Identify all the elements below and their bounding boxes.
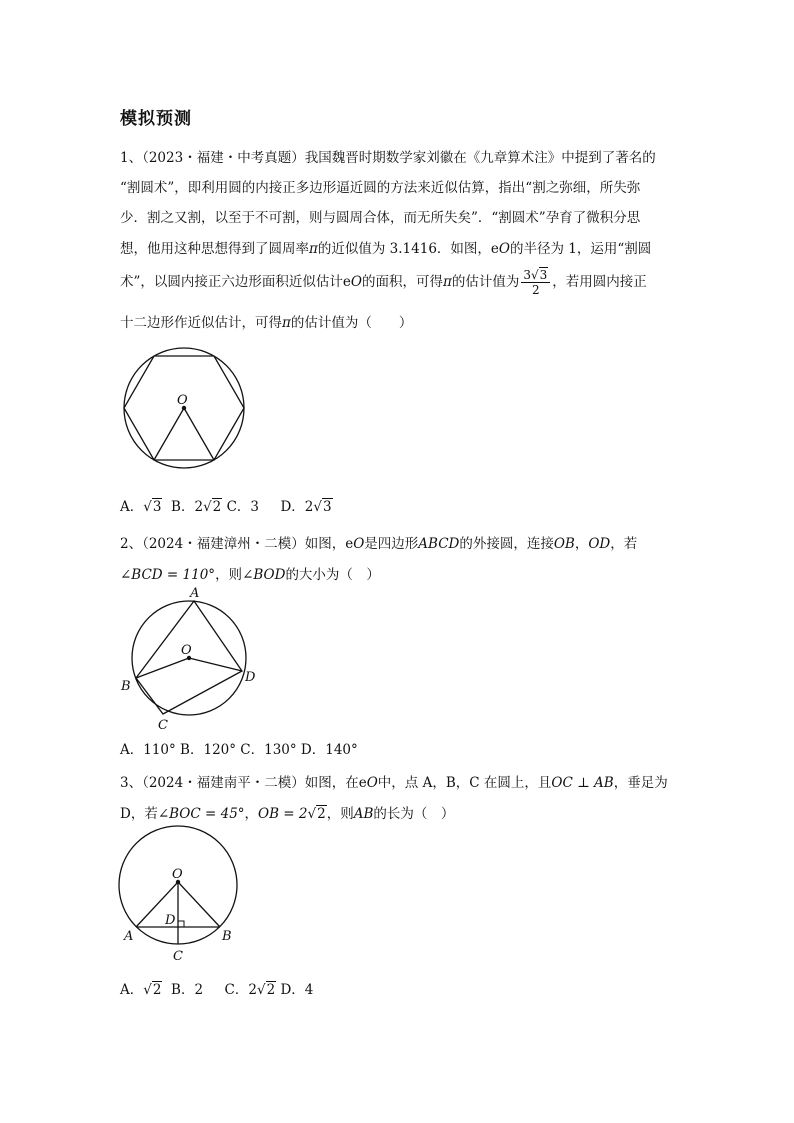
option-d-radicand: 3 [322, 499, 332, 515]
angle-BCD: ∠BCD = 110° [120, 567, 216, 583]
pi-symbol: π [442, 274, 452, 290]
q3-line-1 [120, 771, 668, 791]
pi-symbol: π [309, 241, 318, 257]
radius-line [184, 408, 214, 460]
q3-text: 的长为（ ） [373, 806, 455, 822]
option-d: D． [280, 499, 305, 515]
q3-line-2: D，若∠BOC = 45°，OB = 2√2，则AB的长为（ ） [120, 806, 455, 822]
q3-text: 3、（2024・福建南平・二模）如图，在 [120, 775, 359, 791]
label-B: B [222, 929, 232, 944]
frac-radicand: 3 [539, 268, 548, 282]
frac-coef: 3 [523, 268, 531, 282]
q1-text: 的估计值为（ ） [290, 315, 413, 331]
option-d: D．4 [280, 982, 314, 998]
pi-symbol: π [282, 315, 291, 331]
section-heading: 模拟预测 [120, 109, 192, 129]
q3-text: 中，点 A，B，C 在圆上，且 [377, 775, 552, 791]
q3-chord-figure [116, 825, 246, 965]
label-A: A [124, 929, 134, 944]
q1-line-6 [120, 311, 412, 331]
q1-text: 的面积，可得 [361, 274, 443, 290]
right-angle-mark [178, 921, 184, 927]
q1-text: ，若用圆内接正 [552, 274, 647, 290]
q2-text: ，若 [610, 536, 638, 552]
segment-AB: AB [353, 806, 374, 822]
option-a: A． [120, 499, 144, 515]
angle-BOD: ∠BOD [242, 567, 286, 583]
q2-options: A．110° B．120° C．130° D．140° [120, 742, 358, 758]
label-D: D [165, 913, 176, 928]
q2-text: 2、（2024・福建漳州・二模）如图， [120, 536, 346, 552]
q1-text: 的半径为 1，运用“割圆 [509, 241, 652, 257]
q1-line-5 [120, 268, 647, 297]
q3-text: ，垂足为 [613, 775, 668, 791]
q3-text: ， [244, 806, 259, 822]
option-b: B． [171, 499, 195, 515]
q2-line-2 [120, 563, 380, 583]
fraction: $\frac{3√3}{2}$ [521, 268, 550, 297]
q1-line-1: 1、（2023・福建・中考真题）我国魏晋时期数学家刘徽在《九章算术注》中提到了著名的 [120, 150, 656, 166]
circle-name: O [353, 536, 365, 552]
circle-name: O [350, 274, 362, 290]
label-O: O [181, 643, 192, 658]
option-c-coef: 2 [248, 982, 257, 998]
label-A: A [190, 586, 200, 601]
label-B: B [121, 679, 131, 694]
q2-quadrilateral-figure [116, 583, 266, 733]
q2-text: 的大小为（ ） [285, 567, 380, 583]
segment-OB [178, 882, 220, 927]
q1-line-4 [120, 237, 651, 257]
label-O: O [177, 393, 188, 408]
perpendicular-condition: OC ⊥ AB [551, 775, 614, 791]
circle-name: O [498, 241, 510, 257]
option-c-radicand: 2 [266, 982, 276, 998]
segment-OD: OD [588, 536, 611, 552]
option-c: C． [224, 982, 249, 998]
circle-symbol: e [358, 775, 367, 791]
q3-text: ，则 [326, 806, 354, 822]
option-c: C．3 [226, 499, 259, 515]
circle-name: O [366, 775, 378, 791]
option-b: B．2 [171, 982, 204, 998]
option-b-coef: 2 [194, 499, 204, 515]
option-a-radicand: 3 [152, 499, 162, 515]
label-O: O [172, 867, 183, 882]
q3-options: A．√2 B．2 C．2√2 D．4 [120, 982, 314, 998]
radius-line [154, 408, 184, 460]
q1-line-2: “割圆术”，即利用圆的内接正多边形逼近圆的方法来近似估算，指出“割之弥细，所失弥 [120, 180, 641, 196]
q2-line-1 [120, 532, 637, 552]
quad-name: ABCD [418, 536, 460, 552]
q1-text: 十二边形作近似估计，可得 [120, 315, 282, 331]
segment-OB: OB [553, 536, 575, 552]
ob-radicand: 2 [317, 806, 326, 822]
circle-symbol: e [342, 274, 351, 290]
q2-text: ， [574, 536, 589, 552]
frac-denominator: 2 [532, 283, 540, 297]
q1-text: 的近似值为 3.1416．如图， [317, 241, 491, 257]
q1-line-3: 少．割之又割，以至于不可割，则与圆周合体，而无所失矣”．“割圆术”孕育了微积分思 [120, 210, 641, 226]
label-C: C [158, 718, 168, 733]
option-d-coef: 2 [304, 499, 314, 515]
ob-length: OB = 2 [258, 806, 308, 822]
q2-text: 是四边形 [364, 536, 419, 552]
q3-text: D，若 [120, 806, 158, 822]
q1-text: 的估计值为 [451, 274, 520, 290]
q1-hexagon-figure [118, 347, 252, 473]
circle-symbol: e [490, 241, 499, 257]
q2-text: ，则 [215, 567, 243, 583]
q1-text: 术”，以圆内接正六边形面积近似估计 [120, 274, 343, 290]
option-a-radicand: 2 [152, 982, 162, 998]
option-a: A． [120, 982, 144, 998]
option-b-radicand: 2 [212, 499, 222, 515]
circle-symbol: e [345, 536, 354, 552]
q1-options: A．√3 B．2√2 C．3 D．2√3 [120, 499, 332, 515]
angle-BOC: ∠BOC = 45° [157, 806, 245, 822]
label-C: C [173, 949, 183, 964]
label-D: D [245, 670, 256, 685]
q2-text: 的外接圆，连接 [459, 536, 554, 552]
q1-text: 想，他用这种思想得到了圆周率 [120, 241, 309, 257]
